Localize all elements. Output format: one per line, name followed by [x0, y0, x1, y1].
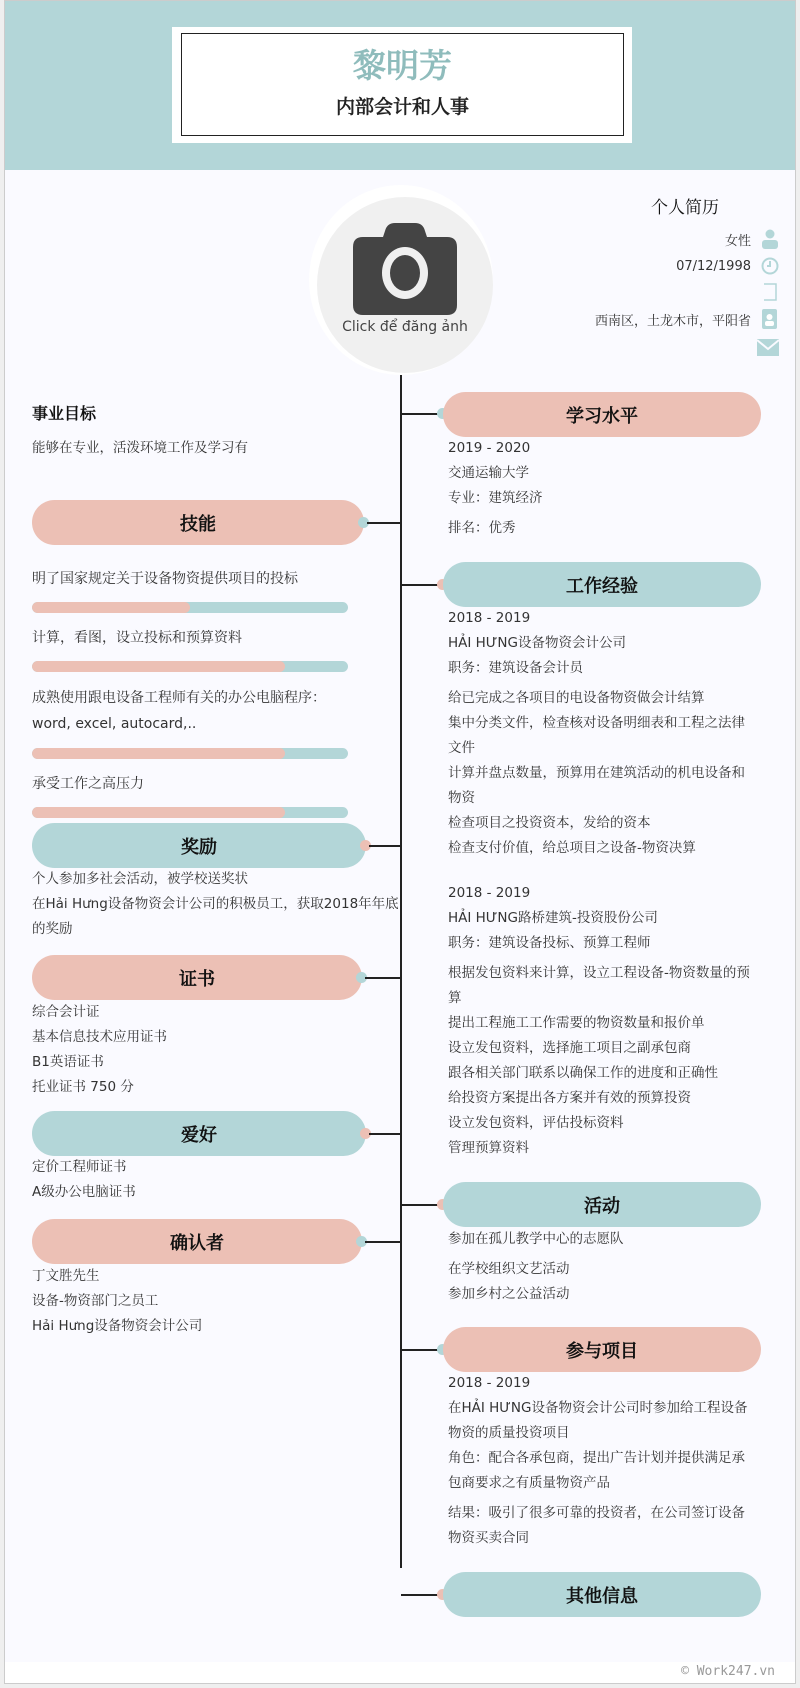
phone-icon [761, 282, 779, 302]
projects-heading: 参与项目 [443, 1327, 761, 1372]
skill-bar [32, 748, 348, 759]
job-role[interactable]: 职务：建筑设备投标、预算工程师 [448, 935, 651, 951]
hobbies-heading: 爱好 [32, 1111, 366, 1156]
skill-bar-fill [32, 807, 285, 818]
skill-bar-fill [32, 748, 285, 759]
activity-item[interactable]: 参加乡村之公益活动 [448, 1286, 570, 1302]
education-rank[interactable]: 排名：优秀 [448, 520, 516, 536]
connector [401, 1204, 441, 1206]
address-book-icon [761, 309, 779, 329]
footer [5, 1662, 796, 1684]
education-major[interactable]: 专业：建筑经济 [448, 490, 543, 506]
profile-title: 个人简历 [651, 198, 719, 218]
job-period[interactable]: 2018 - 2019 [448, 885, 531, 901]
skill-bar [32, 807, 348, 818]
certificate-item[interactable]: 综合会计证 [32, 1004, 100, 1020]
job-role[interactable]: 职务：建筑设备会计员 [448, 660, 583, 676]
address-row [595, 307, 779, 331]
header-band [5, 1, 796, 170]
activity-item[interactable]: 参加在孤儿教学中心的志愿队 [448, 1231, 624, 1247]
certificate-item[interactable]: 基本信息技术应用证书 [32, 1029, 167, 1045]
project-period[interactable]: 2018 - 2019 [448, 1375, 531, 1391]
job-duty[interactable]: 管理预算资料 [448, 1140, 529, 1156]
awards-heading: 奖励 [32, 823, 366, 868]
birthday-row [676, 254, 779, 278]
job-duty[interactable]: 跟各相关部门联系以确保工作的进度和正确性 [448, 1065, 718, 1081]
skills-list [32, 567, 362, 831]
connector [401, 1349, 441, 1351]
award-item[interactable]: 个人参加多社会活动，被学校送奖状 [32, 871, 248, 887]
job-duty[interactable]: 给投资方案提出各方案并有效的预算投资 [448, 1090, 691, 1106]
candidate-name[interactable]: 黎明芳 [353, 46, 452, 85]
references-list [32, 1264, 362, 1339]
cv-page [4, 0, 796, 1684]
gender-value[interactable]: 女性 [724, 233, 751, 249]
education-heading: 学习水平 [443, 392, 761, 437]
skill-label[interactable]: 成熟使用跟电设备工程师有关的办公电脑程序：word, excel, autocard,.. [32, 690, 326, 732]
copyright[interactable]: © Work247.vn [681, 1664, 775, 1679]
camera-icon [353, 223, 457, 315]
photo-upload-label: Click để đăng ảnh [342, 319, 468, 335]
hobby-item[interactable]: A级办公电脑证书 [32, 1184, 136, 1200]
person-icon [761, 229, 779, 249]
photo-upload[interactable] [317, 197, 493, 373]
connector [401, 1594, 441, 1596]
reference-item[interactable]: 丁文胜先生 [32, 1268, 100, 1284]
email-row [747, 335, 779, 359]
education-details [448, 436, 758, 541]
experience-heading: 工作经验 [443, 562, 761, 607]
hobbies-list [32, 1155, 362, 1205]
project-entry [448, 1371, 756, 1551]
connector [401, 413, 441, 415]
job-duty[interactable]: 检查项目之投资资本，发给的资本 [448, 815, 651, 831]
name-box [172, 27, 632, 143]
skill-bar-fill [32, 661, 285, 672]
reference-item[interactable]: Hải Hưng设备物资会计公司 [32, 1318, 203, 1334]
name-box-frame [181, 33, 624, 136]
connector [401, 584, 441, 586]
skill-label[interactable]: 承受工作之高压力 [32, 776, 144, 792]
job-period[interactable]: 2018 - 2019 [448, 610, 531, 626]
address-value[interactable]: 西南区，土龙木市，平阳省 [594, 313, 751, 329]
skill-bar [32, 602, 348, 613]
certificate-item[interactable]: B1英语证书 [32, 1054, 104, 1070]
references-heading: 确认者 [32, 1219, 362, 1264]
activity-item[interactable]: 在学校组织文艺活动 [448, 1261, 570, 1277]
activities-list [448, 1227, 756, 1307]
job-duty[interactable]: 提出工程施工工作需要的物资数量和报价单 [448, 1015, 705, 1031]
job-duty[interactable]: 设立发包资料，评估投标资料 [448, 1115, 624, 1131]
skill-label[interactable]: 计算，看图，设立投标和预算资料 [32, 630, 242, 646]
certificate-item[interactable]: 托业证书 750 分 [32, 1079, 134, 1095]
skill-bar-fill [32, 602, 190, 613]
job-duty[interactable]: 集中分类文件，检查核对设备明细表和工程之法律文件 [448, 715, 745, 756]
education-period[interactable]: 2019 - 2020 [448, 440, 531, 456]
award-item[interactable]: 在Hải Hưng设备物资会计公司的积极员工，获取2018年年底的奖励 [32, 896, 399, 937]
job-company[interactable]: HẢI HƯNG路桥建筑-投资股份公司 [448, 910, 658, 926]
phone-row [751, 280, 779, 304]
other-info-heading: 其他信息 [443, 1572, 761, 1617]
job-duty[interactable]: 设立发包资料，选择施工项目之副承包商 [448, 1040, 691, 1056]
job-company[interactable]: HẢI HƯNG设备物资会计公司 [448, 635, 626, 651]
certificates-heading: 证书 [32, 955, 362, 1000]
job-title[interactable]: 内部会计和人事 [335, 96, 469, 118]
objective-title: 事业目标 [32, 404, 97, 423]
objective-text[interactable]: 能够在专业，活泼环境工作及学习有 [32, 440, 248, 456]
timeline-line [400, 375, 402, 1568]
job-duty[interactable]: 计算并盘点数量，预算用在建筑活动的机电设备和物资 [448, 765, 745, 806]
skill-bar [32, 661, 348, 672]
skills-heading: 技能 [32, 500, 364, 545]
hobby-item[interactable]: 定价工程师证书 [32, 1159, 127, 1175]
project-description[interactable]: 在HẢI HƯNG设备物资会计公司时参加给工程设备物资的质量投资项目 [448, 1400, 748, 1441]
connector [367, 522, 401, 524]
job-duty[interactable]: 根据发包资料来计算，设立工程设备-物资数量的预算 [448, 965, 750, 1006]
job-duty[interactable]: 检查支付价值，给总项目之设备-物资决算 [448, 840, 696, 856]
reference-item[interactable]: 设备-物资部门之员工 [32, 1293, 159, 1309]
activities-heading: 活动 [443, 1182, 761, 1227]
skill-label[interactable]: 明了国家规定关于设备物资提供项目的投标 [32, 571, 298, 587]
job-duty[interactable]: 给已完成之各项目的电设备物资做会计结算 [448, 690, 705, 706]
job-entry [448, 606, 756, 861]
connector [369, 1133, 401, 1135]
project-role[interactable]: 角色：配合各承包商，提出广告计划并提供满足承包商要求之有质量物资产品 [448, 1450, 745, 1491]
birthday-value[interactable]: 07/12/1998 [676, 258, 751, 274]
envelope-icon [757, 337, 779, 357]
certificates-list [32, 1000, 362, 1100]
project-result[interactable]: 结果：吸引了很多可靠的投资者，在公司签订设备物资买卖合同 [448, 1505, 745, 1546]
clock-icon [761, 256, 779, 276]
connector [365, 977, 401, 979]
connector [365, 1241, 401, 1243]
education-school[interactable]: 交通运输大学 [448, 465, 529, 481]
job-entry [448, 881, 756, 1161]
awards-list [32, 867, 408, 942]
connector [369, 845, 401, 847]
gender-row [725, 227, 779, 251]
